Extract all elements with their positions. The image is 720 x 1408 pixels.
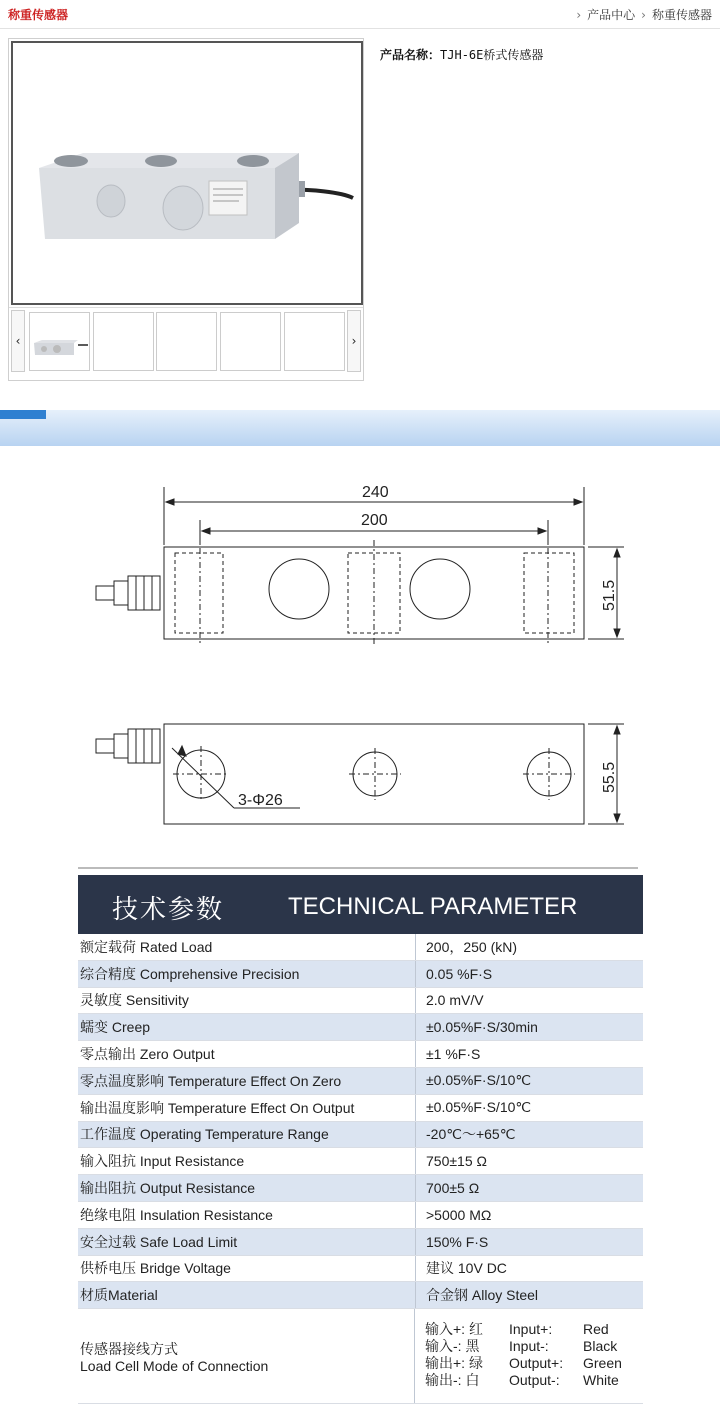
param-value: 150% F·S <box>426 1233 489 1250</box>
page-header <box>0 0 720 29</box>
section-divider-bar <box>0 410 720 446</box>
table-row <box>78 934 643 961</box>
param-name: 零点输出 Zero Output <box>78 1041 416 1067</box>
wiring-cn: 输出-: 白 <box>425 1372 480 1389</box>
page-title: 称重传感器 <box>8 8 69 22</box>
chevron-right-icon: › <box>576 7 582 22</box>
param-name: 灵敏度 Sensitivity <box>78 988 416 1014</box>
table-row <box>78 1282 643 1309</box>
table-row <box>78 1148 643 1175</box>
param-name: 安全过载 Safe Load Limit <box>78 1229 416 1255</box>
dimension-label-200: 200 <box>361 512 388 529</box>
param-name: 额定载荷 Rated Load <box>78 934 416 960</box>
param-name: 零点温度影响 Temperature Effect On Zero <box>78 1068 416 1094</box>
param-name: 输出温度影响 Temperature Effect On Output <box>78 1095 416 1121</box>
table-row <box>78 1014 643 1041</box>
product-name-value: TJH-6E桥式传感器 <box>440 48 544 62</box>
wiring-color: Green <box>583 1355 622 1372</box>
table-header <box>78 875 643 934</box>
param-value: -20℃～+65℃ <box>426 1126 516 1143</box>
param-value: ±0.05%F·S/10℃ <box>426 1072 532 1089</box>
thumbnail[interactable] <box>29 312 90 371</box>
wiring-line <box>425 1338 643 1355</box>
param-value: 750±15 Ω <box>426 1153 487 1170</box>
table-row <box>78 1256 643 1283</box>
table-row <box>78 961 643 988</box>
param-name: 综合精度 Comprehensive Precision <box>78 961 416 987</box>
product-main-image[interactable] <box>11 41 363 305</box>
wiring-en: Output-: <box>509 1372 560 1389</box>
wiring-line <box>425 1372 643 1389</box>
param-value: 建议 10V DC <box>426 1260 507 1277</box>
table-row <box>78 988 643 1015</box>
technical-parameter-table <box>78 875 643 1404</box>
chevron-left-icon[interactable]: ‹ <box>11 310 25 372</box>
product-name-label: 产品名称： <box>380 48 441 62</box>
wiring-row <box>78 1309 643 1404</box>
dimension-drawing <box>0 460 720 860</box>
param-value: ±0.05%F·S/30min <box>426 1019 538 1036</box>
wiring-color: Black <box>583 1338 618 1355</box>
breadcrumb-item-category[interactable]: 称重传感器 <box>651 8 712 22</box>
breadcrumb-item-products[interactable]: 产品中心 <box>587 8 636 22</box>
wiring-values <box>415 1309 643 1403</box>
param-name: 工作温度 Operating Temperature Range <box>78 1122 416 1148</box>
param-name: 供桥电压 Bridge Voltage <box>78 1256 416 1282</box>
param-name: 输出阻抗 Output Resistance <box>78 1175 416 1201</box>
dimension-label-51-5: 51.5 <box>601 579 618 611</box>
table-row <box>78 1175 643 1202</box>
hole-label: 3-Φ26 <box>238 792 283 809</box>
wiring-cn: 输入-: 黑 <box>425 1338 480 1355</box>
wiring-color: Red <box>583 1321 609 1338</box>
chevron-right-icon[interactable]: › <box>347 310 361 372</box>
product-name <box>380 46 543 63</box>
thumbnail-image <box>30 313 89 370</box>
product-gallery <box>8 38 364 381</box>
thumbnail-strip <box>9 307 363 379</box>
divider-line <box>78 867 638 869</box>
section-tab <box>0 410 46 419</box>
table-title-en: TECHNICAL PARAMETER <box>288 893 578 920</box>
thumbnail[interactable] <box>156 312 217 371</box>
wiring-color: White <box>583 1372 619 1389</box>
wiring-en: Input+: <box>509 1321 553 1338</box>
thumbnail[interactable] <box>284 312 345 371</box>
param-value: 0.05 %F·S <box>426 965 493 982</box>
wiring-label-cn: 传感器接线方式 <box>80 1341 178 1358</box>
param-name: 材质Material <box>78 1282 416 1308</box>
param-name: 输入阻抗 Input Resistance <box>78 1148 416 1174</box>
table-row <box>78 1122 643 1149</box>
param-name: 蠕变 Creep <box>78 1014 416 1040</box>
breadcrumb <box>576 6 712 23</box>
param-value: 2.0 mV/V <box>426 992 484 1009</box>
table-row <box>78 1041 643 1068</box>
wiring-label <box>78 1309 415 1403</box>
wiring-en: Input-: <box>509 1338 549 1355</box>
wiring-cn: 输入+: 红 <box>425 1321 483 1338</box>
table-row <box>78 1202 643 1229</box>
wiring-line <box>425 1355 643 1372</box>
table-row <box>78 1229 643 1256</box>
param-value: ±0.05%F·S/10℃ <box>426 1099 532 1116</box>
thumbnail[interactable] <box>93 312 154 371</box>
thumbnail[interactable] <box>220 312 281 371</box>
wiring-label-en: Load Cell Mode of Connection <box>80 1358 269 1375</box>
param-value: 700±5 Ω <box>426 1180 480 1197</box>
param-name: 绝缘电阻 Insulation Resistance <box>78 1202 416 1228</box>
dimension-label-240: 240 <box>362 484 389 501</box>
param-value: 合金钢 Alloy Steel <box>426 1287 539 1304</box>
chevron-right-icon: › <box>641 7 646 22</box>
wiring-en: Output+: <box>509 1355 564 1372</box>
wiring-line <box>425 1321 643 1338</box>
table-row <box>78 1095 643 1122</box>
param-value: >5000 MΩ <box>426 1206 492 1223</box>
param-value: 200，250 (kN) <box>426 938 518 955</box>
dimension-label-55-5: 55.5 <box>601 761 618 793</box>
param-value: ±1 %F·S <box>426 1046 481 1063</box>
wiring-cn: 输出+: 绿 <box>425 1355 483 1372</box>
load-cell-photo <box>13 43 361 303</box>
table-title-cn: 技术参数 <box>112 895 225 925</box>
table-row <box>78 1068 643 1095</box>
